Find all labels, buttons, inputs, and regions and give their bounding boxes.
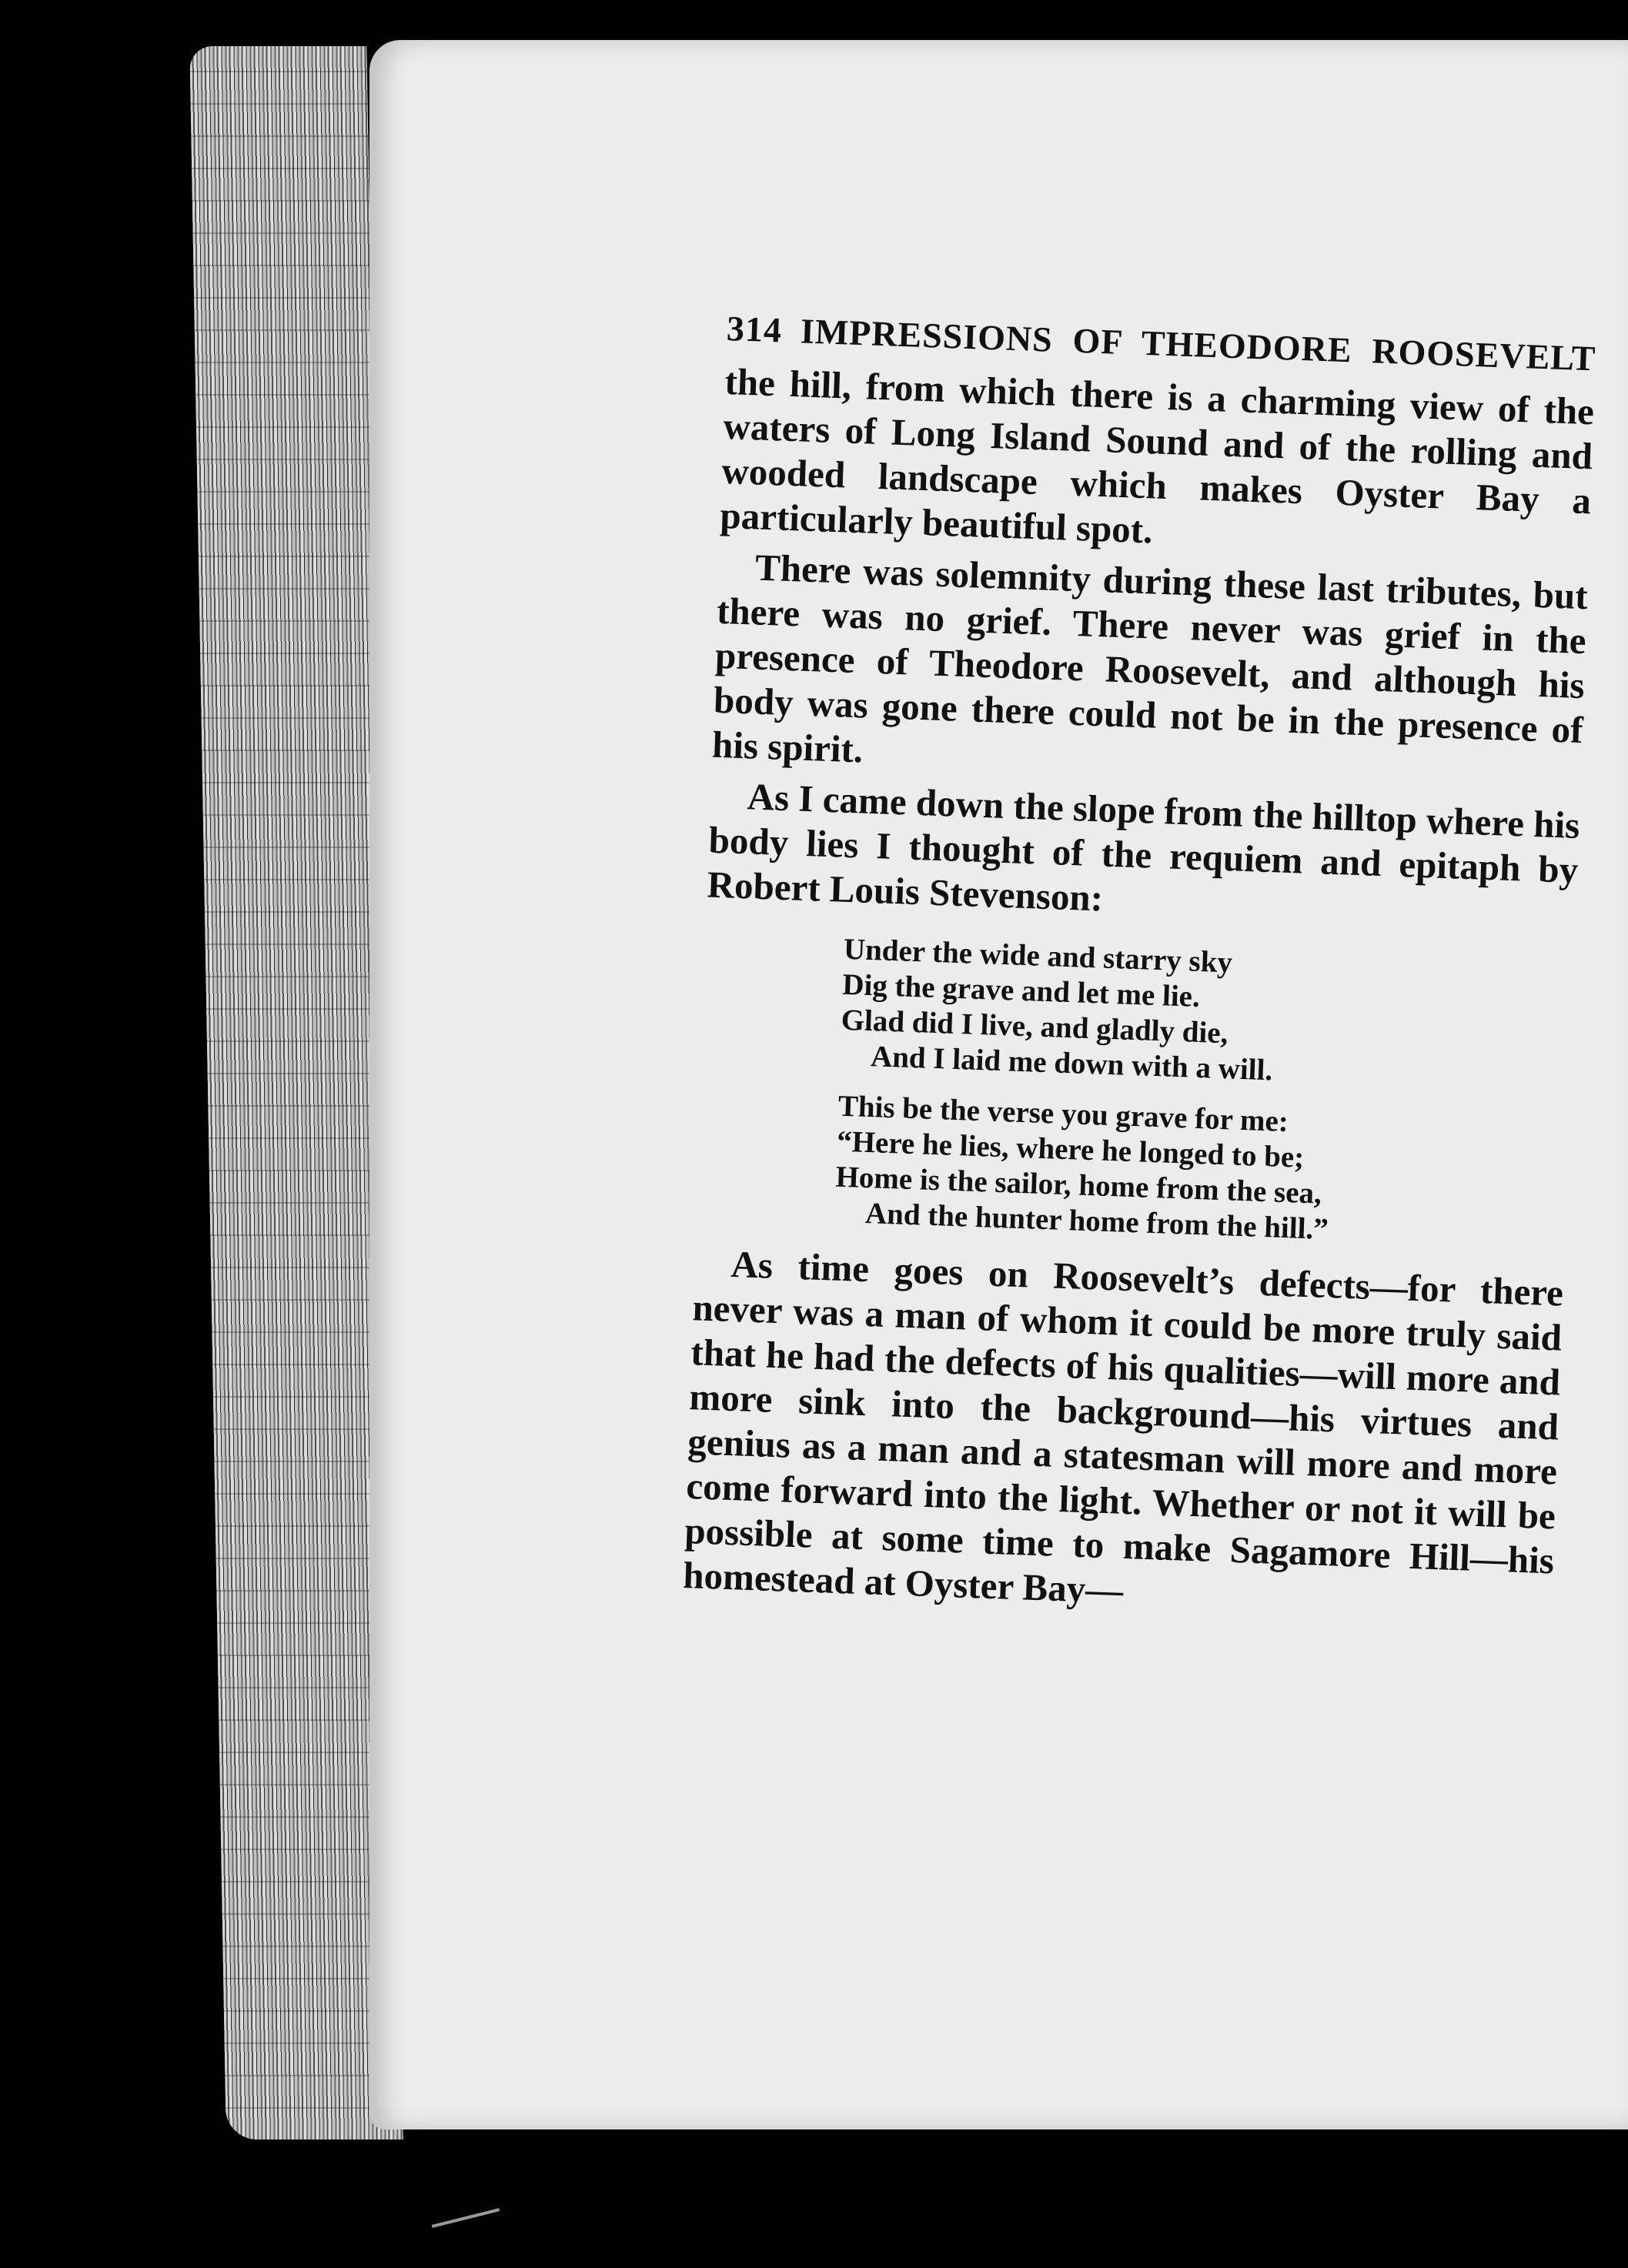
poem-line: Dig the grave and let me lie. <box>841 967 1201 1014</box>
text-block <box>682 308 1596 1628</box>
poem-line: Glad did I live, and gladly die, <box>841 1003 1229 1050</box>
poem-line: Home is the sailor, home from the sea, <box>834 1160 1322 1211</box>
running-head-title: IMPRESSIONS OF THEODORE ROOSEVELT <box>800 311 1597 379</box>
poem <box>834 932 1575 1256</box>
paragraph-2: There was solemnity during these last tributes, but there was no grief. There never was grief in the presence of Theodore Roosevelt, and although his body was gone there could not be in the presence of his spirit. <box>711 546 1589 771</box>
page-number: 314 <box>726 308 783 350</box>
poem-line: This be the verse you grave for me: <box>837 1089 1289 1139</box>
poem-stanza-1 <box>839 932 1575 1099</box>
closing-paragraph: As time goes on Roosevelt’s defects—for there never was a man of whom it could be more truly said that he had the defects of his qualities—will more and more sink into the background—his virtues and genius as a man and a statesman will more and more come forward into the light. Whether or not it will be possible at some time to make Sagamore Hill—his homestead at Oyster Bay— <box>682 1242 1564 1612</box>
poem-line: “Here he lies, where he longed to be; <box>836 1124 1305 1174</box>
poem-stanza-2 <box>834 1089 1569 1256</box>
poem-line: And the hunter home from the hill.” <box>864 1196 1329 1246</box>
scan-artifact <box>432 2208 500 2228</box>
paragraph-1: the hill, from which there is a charming view of the waters of Long Island Sound and of the rolling and wooded landscape which makes Oyster Bay a particularly beautiful spot. <box>719 359 1595 552</box>
poem-line: Under the wide and starry sky <box>843 932 1233 980</box>
paragraph-3: As I came down the slope from the hilltop where his body lies I thought of the requiem and epitaph by Robert Louis Stevenson: <box>706 775 1581 920</box>
poem-line: And I laid me down with a will. <box>870 1040 1273 1087</box>
